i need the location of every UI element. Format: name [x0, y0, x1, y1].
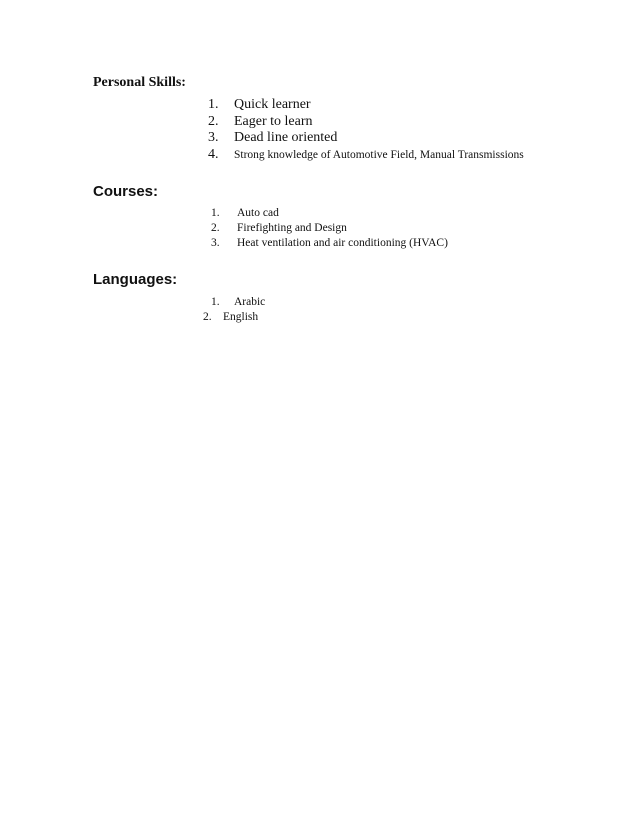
list-item-number: 2.: [211, 222, 220, 234]
list-item-number: 1.: [211, 207, 220, 219]
list-item-text: English: [223, 311, 259, 323]
list-item-text: Eager to learn: [234, 114, 313, 129]
list-item-number: 3.: [211, 237, 220, 249]
list-item-text: Arabic: [234, 296, 266, 308]
list-item-number: 4.: [208, 147, 219, 162]
personal-skills-heading: Personal Skills:: [93, 75, 186, 90]
list-item-number: 2.: [208, 114, 219, 129]
courses-heading: Courses:: [93, 183, 159, 200]
languages-heading: Languages:: [93, 271, 178, 288]
list-item-text: Dead line oriented: [234, 130, 338, 145]
list-item-number: 2.: [203, 311, 212, 323]
list-item-number: 1.: [208, 97, 219, 112]
list-item-text: Firefighting and Design: [237, 222, 347, 234]
list-item-text: Heat ventilation and air conditioning (HVAC): [237, 237, 448, 249]
list-item-text: Quick learner: [234, 97, 311, 112]
list-item-text: Auto cad: [237, 207, 279, 219]
list-item-text: Strong knowledge of Automotive Field, Manual Transmissions: [234, 149, 524, 161]
list-item-number: 3.: [208, 130, 219, 145]
list-item-number: 1.: [211, 296, 220, 308]
